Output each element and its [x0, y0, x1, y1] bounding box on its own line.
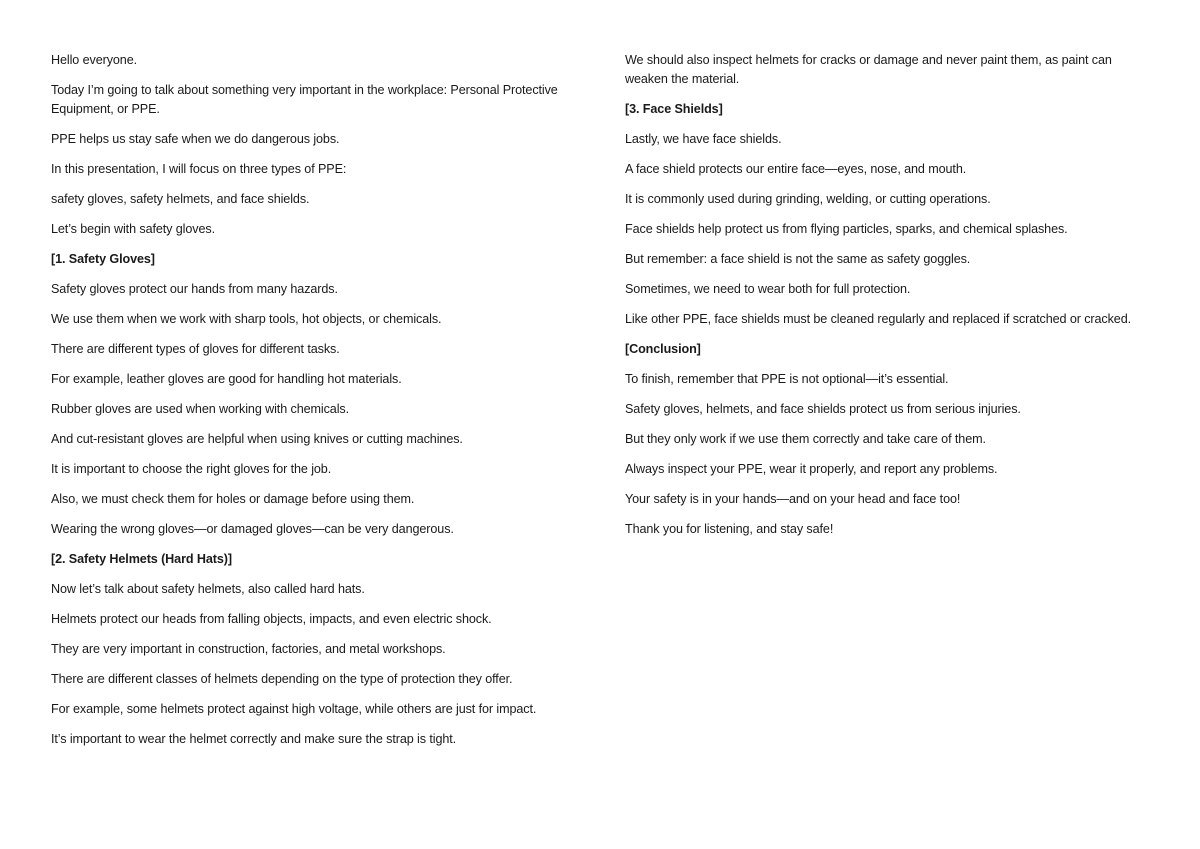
paragraph: Let’s begin with safety gloves. — [51, 221, 215, 236]
paragraph: Rubber gloves are used when working with chemicals. — [51, 401, 349, 416]
paragraph: Like other PPE, face shields must be cleaned regularly and replaced if scratched or cracked. — [625, 311, 1132, 326]
paragraph: It’s important to wear the helmet correctly and make sure the strap is tight. — [51, 731, 457, 746]
paragraph: We use them when we work with sharp tools, hot objects, or chemicals. — [51, 311, 442, 326]
paragraph: safety gloves, safety helmets, and face shields. — [51, 191, 310, 206]
paragraph: Today I’m going to talk about something very important in the workplace: Personal Protective Equipment, or PPE. — [51, 83, 558, 116]
paragraph: Helmets protect our heads from falling objects, impacts, and even electric shock. — [51, 611, 492, 626]
paragraph: Safety gloves protect our hands from many hazards. — [51, 281, 338, 296]
paragraph: To finish, remember that PPE is not optional—it’s essential. — [625, 371, 949, 386]
paragraph: But they only work if we use them correctly and take care of them. — [625, 431, 986, 446]
paragraph: A face shield protects our entire face—eyes, nose, and mouth. — [625, 161, 967, 176]
paragraph: We should also inspect helmets for cracks or damage and never paint them, as paint can weaken the material. — [625, 53, 1112, 86]
paragraph: It is commonly used during grinding, welding, or cutting operations. — [625, 191, 991, 206]
paragraph: Now let’s talk about safety helmets, also called hard hats. — [51, 581, 365, 596]
section-heading: [2. Safety Helmets (Hard Hats)] — [51, 551, 232, 566]
paragraph: Hello everyone. — [51, 53, 138, 67]
paragraph: Thank you for listening, and stay safe! — [625, 521, 834, 536]
paragraph: Wearing the wrong gloves—or damaged gloves—can be very dangerous. — [51, 521, 454, 536]
paragraph: Sometimes, we need to wear both for full protection. — [625, 281, 911, 296]
section-heading: [3. Face Shields] — [625, 101, 723, 116]
paragraph: In this presentation, I will focus on three types of PPE: — [51, 161, 347, 176]
paragraph: There are different types of gloves for different tasks. — [51, 341, 340, 356]
paragraph: Also, we must check them for holes or damage before using them. — [51, 491, 415, 506]
paragraph: They are very important in construction, factories, and metal workshops. — [51, 641, 446, 656]
left-column — [51, 51, 581, 760]
paragraph: Safety gloves, helmets, and face shields protect us from serious injuries. — [625, 401, 1021, 416]
right-column — [625, 51, 1155, 550]
section-heading: [Conclusion] — [625, 341, 701, 356]
paragraph: And cut-resistant gloves are helpful when using knives or cutting machines. — [51, 431, 463, 446]
paragraph: It is important to choose the right gloves for the job. — [51, 461, 332, 476]
paragraph: For example, some helmets protect against high voltage, while others are just for impact. — [51, 701, 537, 716]
paragraph: Face shields help protect us from flying particles, sparks, and chemical splashes. — [625, 221, 1068, 236]
paragraph: Always inspect your PPE, wear it properly, and report any problems. — [625, 461, 998, 476]
paragraph: There are different classes of helmets depending on the type of protection they offer. — [51, 671, 513, 686]
section-heading: [1. Safety Gloves] — [51, 251, 155, 266]
paragraph: But remember: a face shield is not the same as safety goggles. — [625, 251, 971, 266]
paragraph: For example, leather gloves are good for handling hot materials. — [51, 371, 402, 386]
paragraph: Lastly, we have face shields. — [625, 131, 782, 146]
paragraph: Your safety is in your hands—and on your head and face too! — [625, 491, 961, 506]
paragraph: PPE helps us stay safe when we do dangerous jobs. — [51, 131, 340, 146]
